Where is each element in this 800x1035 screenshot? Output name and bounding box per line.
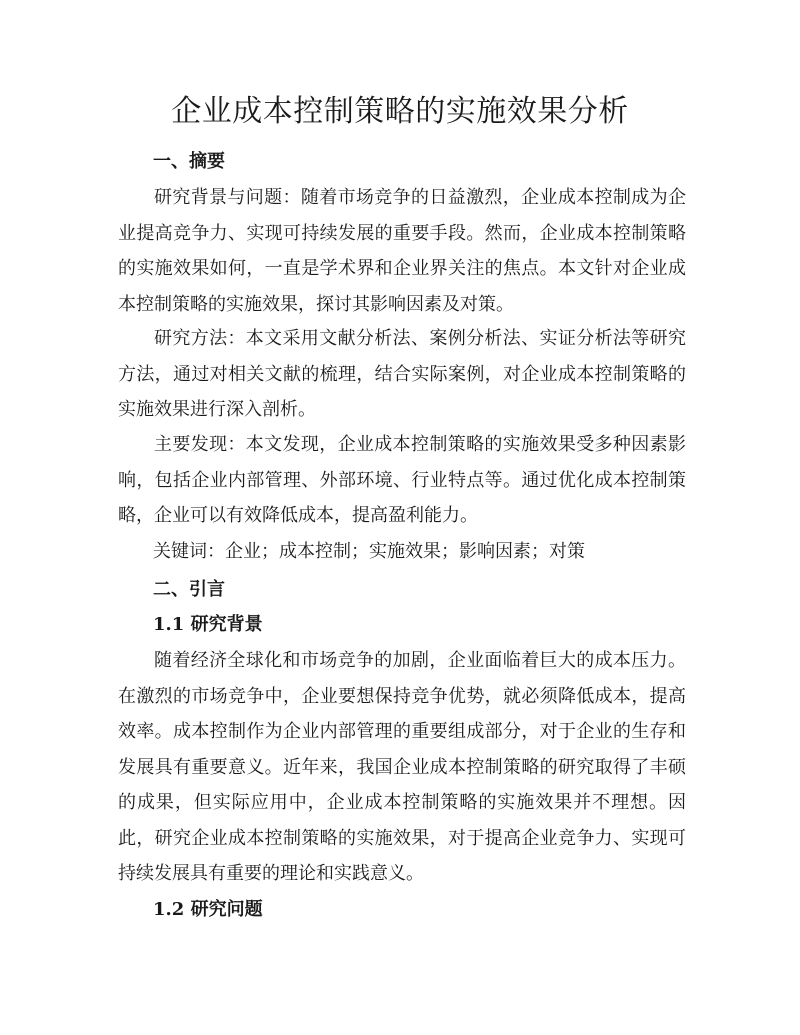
abstract-heading: 一、摘要 <box>153 151 225 172</box>
keywords-line: 关键词：企业；成本控制；实施效果；影响因素；对策 <box>153 541 585 562</box>
abstract-background-paragraph: 研究背景与问题：随着市场竞争的日益激烈，企业成本控制成为企业提高竞争力、实现可持续发展的重要手段。然而，企业成本控制策略的实施效果如何，一直是学术界和企业界关注的焦点。本文针对企业成本控制策略的实施效果，探讨其影响因素及对策。 <box>118 187 686 315</box>
introduction-heading: 二、引言 <box>153 579 225 600</box>
subsection-research-background: 1.1 研究背景 <box>153 614 263 635</box>
document-title: 企业成本控制策略的实施效果分析 <box>171 94 629 129</box>
abstract-findings-paragraph: 主要发现：本文发现，企业成本控制策略的实施效果受多种因素影响，包括企业内部管理、外部环境、行业特点等。通过优化成本控制策略，企业可以有效降低成本，提高盈利能力。 <box>118 434 686 526</box>
subsection-research-question: 1.2 研究问题 <box>153 899 263 920</box>
research-background-paragraph: 随着经济全球化和市场竞争的加剧，企业面临着巨大的成本压力。在激烈的市场竞争中，企业要想保持竞争优势，就必须降低成本，提高效率。成本控制作为企业内部管理的重要组成部分，对于企业的生存和发展具有重要意义。近年来，我国企业成本控制策略的研究取得了丰硕的成果，但实际应用中，企业成本控制策略的实施效果并不理想。因此，研究企业成本控制策略的实施效果，对于提高企业竞争力、实现可持续发展具有重要的理论和实践意义。 <box>118 650 686 884</box>
abstract-method-paragraph: 研究方法：本文采用文献分析法、案例分析法、实证分析法等研究方法，通过对相关文献的梳理，结合实际案例，对企业成本控制策略的实施效果进行深入剖析。 <box>118 328 686 420</box>
